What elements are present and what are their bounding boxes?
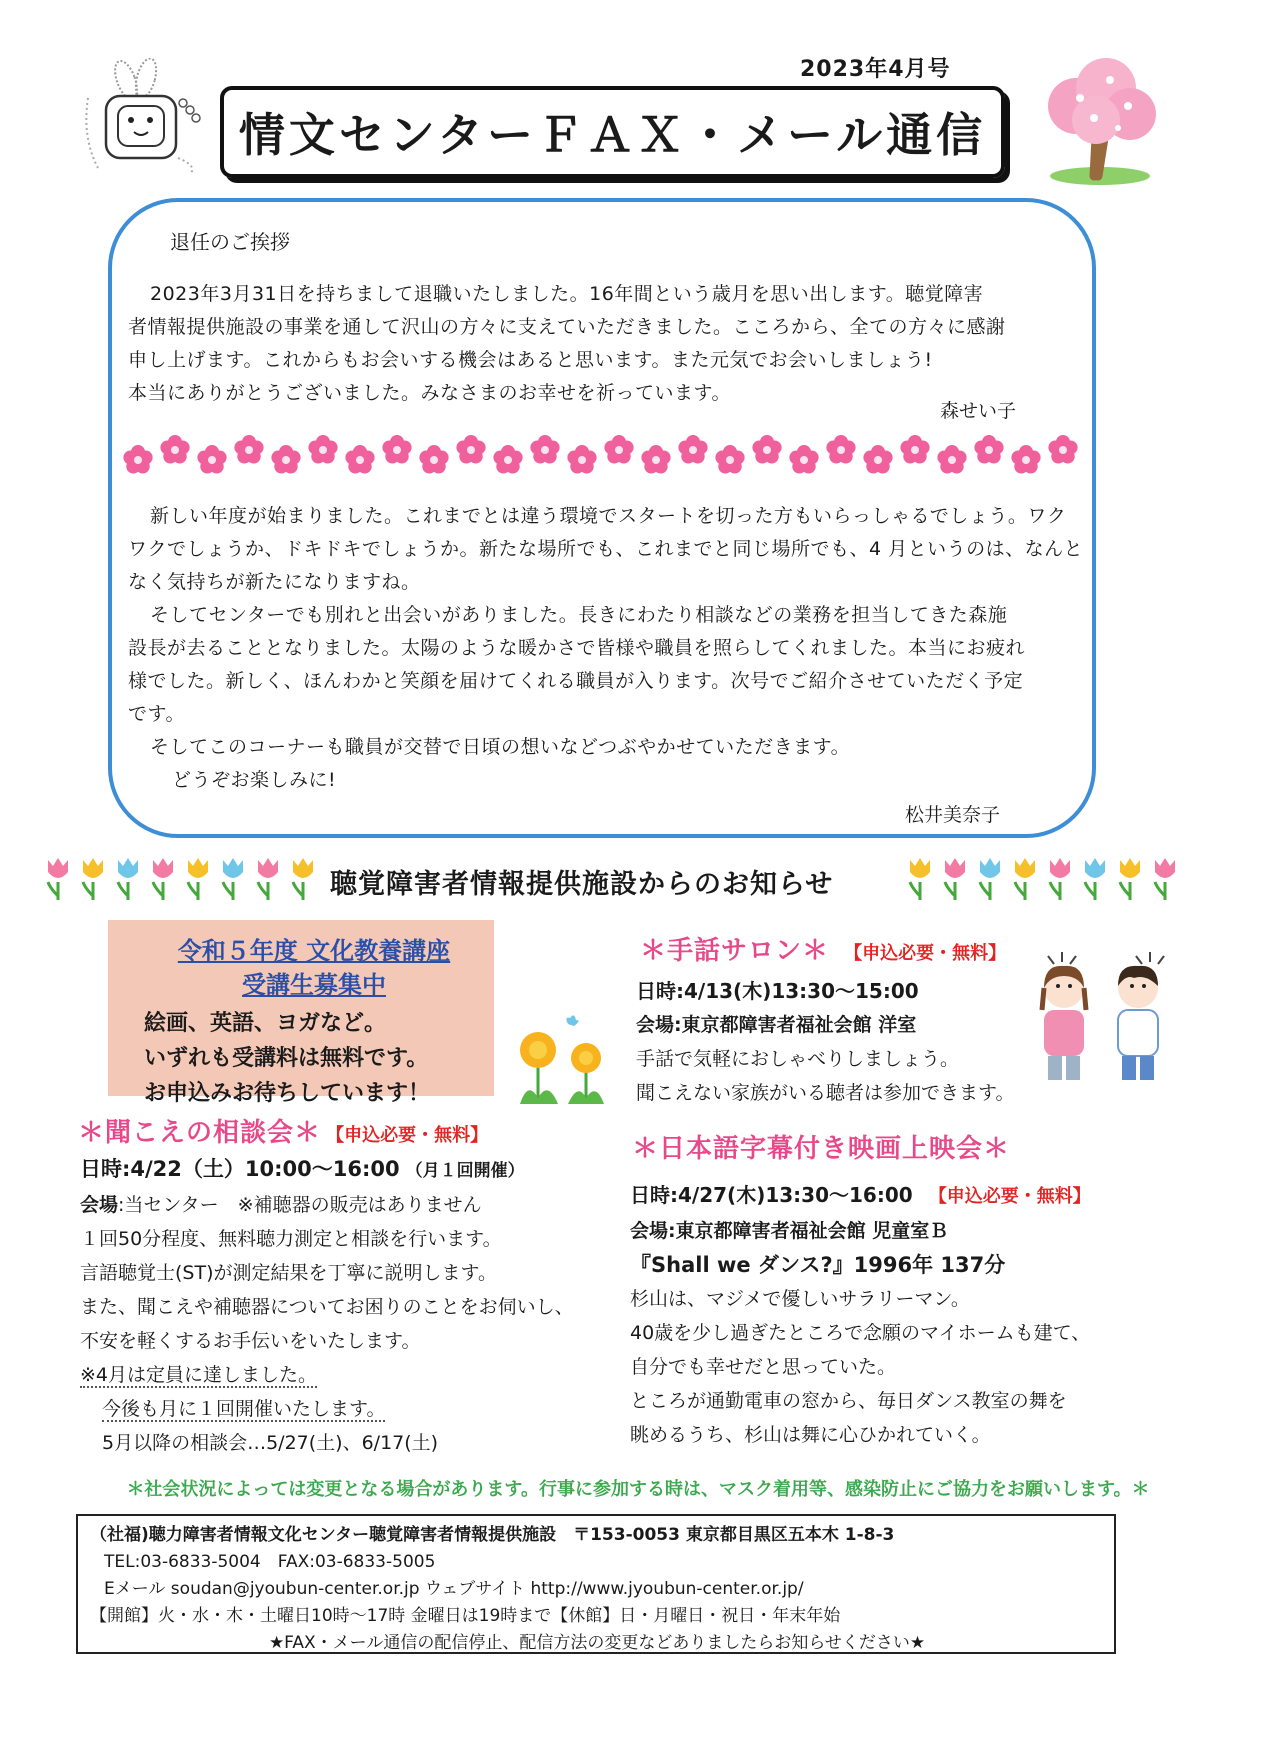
hearing-venue: :当センター ※補聴器の販売はありません bbox=[118, 1194, 482, 1216]
monthly-notice: 今後も月に１回開催いたします。 bbox=[102, 1398, 386, 1420]
text-line: ワクでしょうか、ドキドキでしょうか。新たな場所でも、これまでと同じ場所でも、4 月というのは、なんと bbox=[128, 538, 1084, 560]
course-subtitle-link[interactable]: 受講生募集中 bbox=[242, 971, 386, 999]
hearing-date: 日時:4/22（土）10:00～16:00 bbox=[80, 1157, 400, 1181]
course-line: お申込みお待ちしています！ bbox=[144, 1081, 431, 1106]
text-line: 40歳を少し過ぎたところで念願のマイホームも建て、 bbox=[630, 1322, 1091, 1344]
page-title: 情文センターＦＡＸ・メール通信 bbox=[238, 108, 987, 162]
text-line: 杉山は、マジメで優しいサラリーマン。 bbox=[630, 1288, 970, 1310]
text-line: 聞こえない家族がいる聴者は参加できます。 bbox=[636, 1082, 1015, 1104]
movie-venue: 会場:東京都障害者福祉会館 児童室Ｂ bbox=[630, 1220, 949, 1242]
signature-mori: 森せい子 bbox=[940, 400, 1017, 422]
movie-tag: 【申込必要・無料】 bbox=[928, 1186, 1091, 1207]
hearing-consult-title: ＊聞こえの相談会＊ bbox=[78, 1118, 322, 1148]
salon-body bbox=[636, 974, 1014, 1110]
movie-body bbox=[630, 1178, 1250, 1452]
text-line: 申し上げます。これからもお会いする機会はあると思います。また元気でお会いしましょう! bbox=[128, 349, 933, 371]
salon-title: ＊手話サロン＊ bbox=[640, 936, 830, 966]
cherry-tree-icon bbox=[1030, 58, 1170, 188]
text-line: 者情報提供施設の事業を通して沢山の方々に支えていただきました。こころから、全ての方々に感謝 bbox=[128, 316, 1006, 338]
text-line: どうぞお楽しみに! bbox=[172, 769, 337, 791]
course-recruitment-box bbox=[108, 920, 494, 1106]
salon-date: 日時:4/13(木)13:30～15:00 bbox=[636, 979, 919, 1003]
retirement-heading: 退任のご挨拶 bbox=[170, 230, 290, 254]
rabbit-mascot-illustration bbox=[78, 58, 208, 178]
text-line: 2023年3月31日を持ちまして退職いたしました。16年間という歳月を思い出します。聴覚障害 bbox=[150, 283, 984, 305]
dandelion-illustration bbox=[508, 1010, 618, 1106]
hearing-consult-body bbox=[80, 1152, 580, 1460]
text-line: また、聞こえや補聴器についてお困りのことをお伺いし、 bbox=[80, 1296, 574, 1318]
text-line: 設長が去ることとなりました。太陽のような暖かさで皆様や職員を照らしてくれました。本当にお疲れ bbox=[128, 637, 1026, 659]
title-frame bbox=[220, 86, 1005, 178]
text-line: 様でした。新しく、ほんわかと笑顔を届けてくれる職員が入ります。次号でご紹介させていただく予定 bbox=[128, 670, 1024, 692]
course-line: 絵画、英語、ヨガなど。 bbox=[144, 1011, 387, 1036]
text-line: 新しい年度が始まりました。これまでとは違う環境でスタートを切った方もいらっしゃるでしょう。ワク bbox=[150, 505, 1067, 527]
section-title: 聴覚障害者情報提供施設からのお知らせ bbox=[330, 869, 834, 900]
movie-header bbox=[632, 1128, 1010, 1165]
text-line: ところが通勤電車の窓から、毎日ダンス教室の舞を bbox=[630, 1390, 1067, 1412]
tulip-row-left bbox=[38, 852, 328, 902]
salon-venue: 会場:東京都障害者福祉会館 洋室 bbox=[636, 1014, 917, 1036]
hearing-consult-header bbox=[78, 1112, 488, 1149]
upcoming-dates: 5月以降の相談会…5/27(土)、6/17(土) bbox=[102, 1432, 439, 1454]
retirement-paragraph bbox=[128, 278, 1006, 410]
opening-hours: 【開館】火・水・木・土曜日10時～17時 金曜日は19時まで【休館】日・月曜日・祝日・年末年始 bbox=[90, 1606, 841, 1626]
salon-header bbox=[640, 930, 1006, 967]
movie-date: 日時:4/27(木)13:30～16:00 bbox=[630, 1183, 913, 1207]
covid-notice: ＊社会状況によっては変更となる場合があります。行事に参加する時は、マスク着用等、感染防止にご協力をお願いします。＊ bbox=[126, 1479, 1150, 1500]
text-line: 手話で気軽におしゃべりしましょう。 bbox=[636, 1048, 960, 1070]
signature-matsui: 松井美奈子 bbox=[905, 804, 1001, 826]
text-line: なく気持ちが新たになりますね。 bbox=[128, 571, 421, 593]
unsubscribe-note: ★FAX・メール通信の配信停止、配信方法の変更などありましたらお知らせください★ bbox=[268, 1633, 926, 1653]
movie-title: ＊日本語字幕付き映画上映会＊ bbox=[632, 1134, 1011, 1164]
new-year-paragraph bbox=[128, 500, 1083, 797]
hearing-date-note: （月１回開催） bbox=[405, 1161, 525, 1181]
salon-tag: 【申込必要・無料】 bbox=[844, 943, 1007, 964]
course-title-link[interactable]: 令和５年度 文化教養講座 bbox=[177, 937, 451, 965]
tulip-row-right bbox=[900, 852, 1190, 902]
text-line: 不安を軽くするお手伝いをいたします。 bbox=[80, 1330, 421, 1352]
text-line: そしてこのコーナーも職員が交替で日頃の想いなどつぶやかせていただきます。 bbox=[150, 736, 851, 758]
contact-footer bbox=[76, 1514, 1116, 1654]
phone-fax: TEL:03-6833-5004 FAX:03-6833-5005 bbox=[104, 1552, 436, 1572]
issue-date: 2023年4月号 bbox=[800, 57, 951, 82]
text-line: 眺めるうち、杉山は舞に心ひかれていく。 bbox=[630, 1424, 991, 1446]
full-notice: ※4月は定員に達しました。 bbox=[80, 1364, 318, 1386]
course-line: いずれも受講料は無料です。 bbox=[144, 1046, 429, 1071]
children-signing-illustration bbox=[1030, 948, 1180, 1083]
text-line: １回50分程度、無料聴力測定と相談を行います。 bbox=[80, 1228, 502, 1250]
org-address: （社福)聴力障害者情報文化センター聴覚障害者情報提供施設 〒153-0053 東京都目黒区五本木 1-8-3 bbox=[90, 1525, 895, 1545]
text-line: 自分でも幸せだと思っていた。 bbox=[630, 1356, 897, 1378]
text-line: です。 bbox=[128, 703, 185, 725]
email-website[interactable]: Eメール soudan@jyoubun-center.or.jp ウェブサイト http://www.jyoubun-center.or.jp/ bbox=[104, 1579, 804, 1599]
hearing-consult-tag: 【申込必要・無料】 bbox=[326, 1125, 489, 1146]
text-line: 言語聴覚士(ST)が測定結果を丁寧に説明します。 bbox=[80, 1262, 497, 1284]
text-line: そしてセンターでも別れと出会いがありました。長きにわたり相談などの業務を担当してきた森施 bbox=[150, 604, 1008, 626]
film-title: 『Shall we ダンス?』1996年 137分 bbox=[630, 1253, 1006, 1277]
text-line: 本当にありがとうございました。みなさまのお幸せを祈っています。 bbox=[128, 382, 731, 404]
venue-label: 会場 bbox=[80, 1194, 119, 1216]
cherry-blossom-divider bbox=[118, 432, 1093, 480]
